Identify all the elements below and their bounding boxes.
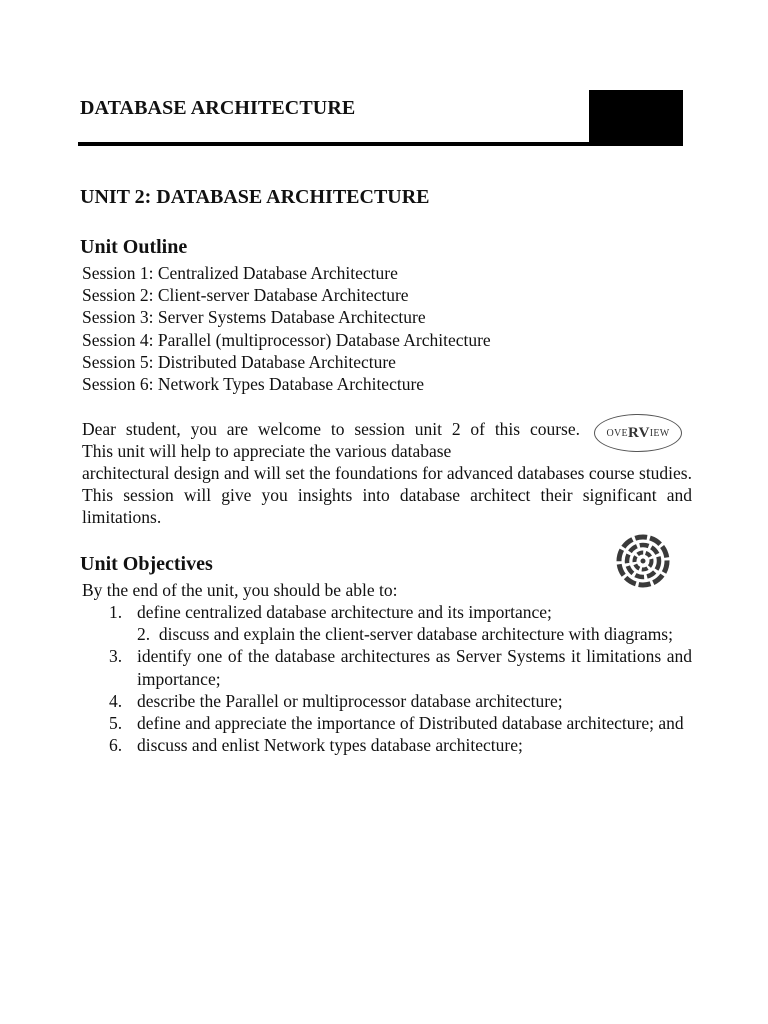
objective-item <box>82 690 692 712</box>
target-icon <box>614 533 672 589</box>
intro-line-1: Dear student, you are welcome to session unit 2 of this course. <box>82 419 580 439</box>
objective-text: identify one of the database architectures as Server Systems it limitations and importance; <box>137 646 692 689</box>
objective-number: 4. <box>109 690 123 711</box>
session-item: Session 4: Parallel (multiprocessor) Database Architecture <box>82 329 491 350</box>
overview-badge-text-big: RV <box>627 424 650 441</box>
objective-number: 6. <box>109 735 123 756</box>
session-item: Session 6: Network Types Database Architecture <box>82 374 425 395</box>
header-black-block <box>589 90 683 146</box>
session-item: Session 3: Server Systems Database Architecture <box>82 307 426 328</box>
unit-outline-heading: Unit Outline <box>80 236 188 258</box>
objective-item <box>82 712 692 734</box>
objective-text: discuss and explain the client-server database architecture with diagrams; <box>158 624 673 645</box>
objective-number: 5. <box>109 713 123 734</box>
objective-text: discuss and enlist Network types database architecture; <box>137 735 523 756</box>
objective-text: define centralized database architecture and its importance; <box>137 602 552 622</box>
session-item: Session 2: Client-server Database Architecture <box>82 285 409 306</box>
objective-item <box>82 645 692 689</box>
overview-badge-text-2: VE <box>614 427 628 439</box>
session-list <box>82 262 491 395</box>
page-header-title: DATABASE ARCHITECTURE <box>80 97 356 119</box>
unit-objectives-heading: Unit Objectives <box>80 553 213 575</box>
intro-paragraph: architectural design and will set the foundations for advanced databases course studies. This session will give you insights into database architect their significant and limitations. <box>82 463 692 527</box>
objectives-lead: By the end of the unit, you should be able to: <box>82 580 398 600</box>
objective-text: define and appreciate the importance of Distributed database architecture; and <box>137 713 684 734</box>
overview-badge-icon <box>594 414 682 452</box>
session-item: Session 1: Centralized Database Architecture <box>82 263 398 283</box>
objective-number: 3. <box>109 646 123 667</box>
overview-badge-text-3: IEW <box>649 427 670 439</box>
objective-number: 2. <box>137 624 151 645</box>
objective-item <box>82 734 692 756</box>
objectives-list <box>82 601 692 756</box>
intro-line-2: This unit will help to appreciate the various database <box>82 441 452 461</box>
objective-number: 1. <box>109 602 123 622</box>
unit-title: UNIT 2: DATABASE ARCHITECTURE <box>80 186 430 208</box>
overview-badge-text-1: O <box>606 427 615 439</box>
header-rule <box>78 142 683 146</box>
objective-text: describe the Parallel or multiprocessor database architecture; <box>137 690 563 711</box>
session-item: Session 5: Distributed Database Architecture <box>82 351 396 372</box>
objective-item <box>82 601 692 623</box>
objective-item <box>82 623 692 645</box>
